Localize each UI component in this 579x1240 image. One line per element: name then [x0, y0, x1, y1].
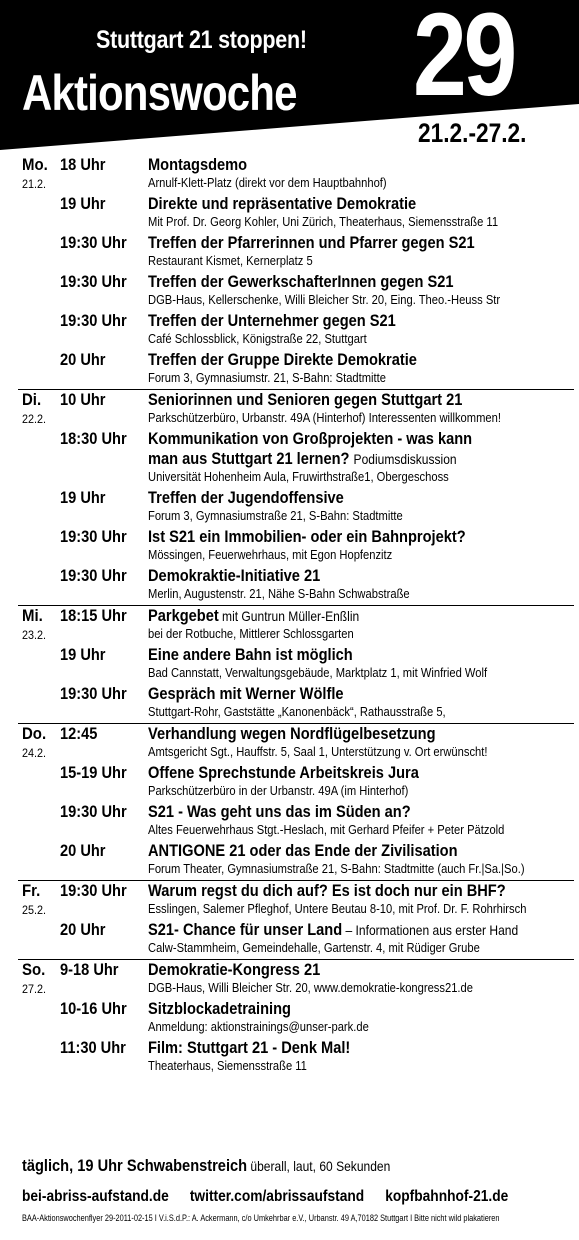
event-details: Forum Theater, Gymnasiumstraße 21, S-Bahn: Stadtmitte (auch Fr.|Sa.|So.): [148, 861, 525, 876]
event-title: [148, 390, 569, 410]
event-item: [22, 802, 570, 841]
event-title: [148, 488, 569, 508]
event-time: 20 Uhr: [60, 841, 106, 860]
day-label: Mo.: [22, 155, 48, 174]
day-block: [22, 155, 570, 389]
day-block: [22, 606, 570, 723]
day-label: Mi.: [22, 606, 43, 625]
event-item: [22, 390, 570, 429]
event-time: 12:45: [60, 724, 98, 743]
event-title-text: Sitzblockadetraining: [148, 999, 291, 1018]
event-title: [148, 527, 569, 547]
event-title-text: S21- Chance für unser Land: [148, 920, 343, 939]
footer-link[interactable]: twitter.com/abrissaufstand: [189, 1188, 365, 1205]
event-time: 20 Uhr: [60, 920, 106, 939]
event-title: [148, 684, 569, 704]
event-item: [22, 311, 570, 350]
event-title-text: Warum regst du dich auf? Es ist doch nur ein BHF?: [148, 881, 506, 900]
event-title: [148, 999, 569, 1019]
event-details: Parkschützerbüro, Urbanstr. 49A (Hinterhof) Interessenten willkommen!: [148, 410, 501, 425]
event-title-text: Eine andere Bahn ist möglich: [148, 645, 353, 664]
event-title-text: Treffen der GewerkschafterInnen gegen S21: [148, 272, 454, 291]
event-time: 19:30 Uhr: [60, 566, 127, 585]
day-block: [22, 960, 570, 1077]
event-details: bei der Rotbuche, Mittlerer Schlossgarten: [148, 626, 354, 641]
event-title: [148, 645, 569, 665]
event-title-text: man aus Stuttgart 21 lernen?: [148, 449, 350, 468]
event-item: [22, 527, 570, 566]
day-date: 27.2.: [22, 982, 47, 996]
day-date: 23.2.: [22, 628, 47, 642]
event-time: 10-16 Uhr: [60, 999, 127, 1018]
event-item: [22, 763, 570, 802]
event-item: [22, 841, 570, 880]
event-title-text: Film: Stuttgart 21 - Denk Mal!: [148, 1038, 351, 1057]
event-details: Stuttgart-Rohr, Gaststätte „Kanonenbäck“, Rathausstraße 5,: [148, 704, 446, 719]
day-label: Di.: [22, 390, 42, 409]
day-date: 21.2.: [22, 177, 47, 191]
event-title-extra: – Informationen aus erster Hand: [342, 922, 519, 938]
event-item: [22, 960, 570, 999]
day-date: 24.2.: [22, 746, 47, 760]
event-details: DGB-Haus, Kellerschenke, Willi Bleicher Str. 20, Eing. Theo.-Heuss Str: [148, 292, 501, 307]
event-time: 19:30 Uhr: [60, 684, 127, 703]
daily-label: täglich, 19 Uhr: [22, 1156, 123, 1175]
event-item: [22, 566, 570, 605]
event-title-extra: Podiumsdiskussion: [353, 451, 457, 467]
event-title: [148, 1038, 569, 1058]
event-item: [22, 684, 570, 723]
event-details: Calw-Stammheim, Gemeindehalle, Gartenstr. 4, mit Rüdiger Grube: [148, 940, 480, 955]
day-block: [22, 724, 570, 880]
event-details: Esslingen, Salemer Pfleghof, Untere Beutau 8-10, mit Prof. Dr. F. Rohrhirsch: [148, 901, 527, 916]
daily-event: [22, 1156, 390, 1176]
event-time: 15-19 Uhr: [60, 763, 127, 782]
event-time: 19 Uhr: [60, 194, 106, 213]
event-item: [22, 429, 570, 488]
event-title-text: Seniorinnen und Senioren gegen Stuttgart 21: [148, 390, 463, 409]
header-date-range: 21.2.-27.2.: [418, 118, 527, 148]
event-title: [148, 272, 569, 292]
event-time: 20 Uhr: [60, 350, 106, 369]
event-title-text: Gespräch mit Werner Wölfle: [148, 684, 344, 703]
event-title: [148, 881, 569, 901]
event-time: 18:30 Uhr: [60, 429, 127, 448]
event-details: Anmeldung: aktionstrainings@unser-park.de: [148, 1019, 369, 1034]
event-title: [148, 920, 569, 940]
event-title-line2: [148, 449, 569, 469]
event-details: Merlin, Augustenstr. 21, Nähe S-Bahn Schwabstraße: [148, 586, 410, 601]
event-item: [22, 606, 570, 645]
event-details: Parkschützerbüro in der Urbanstr. 49A (im Hinterhof): [148, 783, 409, 798]
event-details: Theaterhaus, Siemensstraße 11: [148, 1058, 307, 1073]
event-item: [22, 1038, 570, 1077]
event-time: 11:30 Uhr: [60, 1038, 126, 1057]
event-title-text: Treffen der Unternehmer gegen S21: [148, 311, 396, 330]
event-title-text: Kommunikation von Großprojekten - was kann: [148, 429, 473, 448]
event-title: [148, 763, 569, 783]
event-details: Mössingen, Feuerwehrhaus, mit Egon Hopfenzitz: [148, 547, 393, 562]
event-title: [148, 802, 569, 822]
daily-title: Schwabenstreich: [126, 1156, 248, 1175]
day-date: 22.2.: [22, 412, 47, 426]
event-title-text: Direkte und repräsentative Demokratie: [148, 194, 417, 213]
header-band: [0, 0, 579, 160]
event-item: [22, 488, 570, 527]
event-item: [22, 155, 570, 194]
event-time: 19:30 Uhr: [60, 527, 127, 546]
day-label: Fr.: [22, 881, 41, 900]
event-title: [148, 566, 569, 586]
event-title: [148, 960, 569, 980]
event-time: 19:30 Uhr: [60, 802, 127, 821]
event-details: Forum 3, Gymnasiumstraße 21, S-Bahn: Stadtmitte: [148, 508, 403, 523]
event-item: [22, 233, 570, 272]
event-details: Mit Prof. Dr. Georg Kohler, Uni Zürich, Theaterhaus, Siemensstraße 11: [148, 214, 499, 229]
event-title-text: Verhandlung wegen Nordflügelbesetzung: [148, 724, 436, 743]
footer-link[interactable]: bei-abriss-aufstand.de: [22, 1188, 169, 1205]
header-headline: Aktionswoche: [22, 65, 297, 121]
event-title-text: S21 - Was geht uns das im Süden an?: [148, 802, 411, 821]
event-time: 19:30 Uhr: [60, 311, 127, 330]
event-title-text: Demokratie-Kongress 21: [148, 960, 321, 979]
event-title-text: ANTIGONE 21 oder das Ende der Zivilisation: [148, 841, 458, 860]
event-item: [22, 350, 570, 389]
event-title: [148, 841, 569, 861]
footer-link[interactable]: kopfbahnhof-21.de: [385, 1188, 509, 1205]
event-title-text: Treffen der Gruppe Direkte Demokratie: [148, 350, 417, 369]
event-time: 9-18 Uhr: [60, 960, 119, 979]
event-time: 19 Uhr: [60, 488, 106, 507]
event-time: 19:30 Uhr: [60, 233, 127, 252]
event-details: Arnulf-Klett-Platz (direkt vor dem Hauptbahnhof): [148, 175, 387, 190]
day-date: 25.2.: [22, 903, 47, 917]
event-title-text: Demokraktie-Initiative 21: [148, 566, 321, 585]
event-item: [22, 999, 570, 1038]
day-label: So.: [22, 960, 46, 979]
daily-rest: überall, laut, 60 Sekunden: [247, 1158, 391, 1174]
event-title: [148, 233, 569, 253]
header-big-number: 29: [413, 0, 515, 121]
event-title: [148, 724, 569, 744]
day-block: [22, 881, 570, 959]
schedule: [22, 155, 570, 1077]
event-title-text: Offene Sprechstunde Arbeitskreis Jura: [148, 763, 419, 782]
event-title-text: Ist S21 ein Immobilien- oder ein Bahnprojekt?: [148, 527, 466, 546]
event-time: 19:30 Uhr: [60, 272, 127, 291]
day-label: Do.: [22, 724, 47, 743]
event-title: [148, 194, 569, 214]
event-item: [22, 194, 570, 233]
event-details: Bad Cannstatt, Verwaltungsgebäude, Marktplatz 1, mit Winfried Wolf: [148, 665, 488, 680]
event-title-extra: mit Guntrun Müller-Enßlin: [218, 608, 360, 624]
event-details: DGB-Haus, Willi Bleicher Str. 20, www.demokratie-kongress21.de: [148, 980, 473, 995]
event-title: [148, 429, 569, 449]
event-title-text: Treffen der Pfarrerinnen und Pfarrer gegen S21: [148, 233, 475, 252]
event-details: Altes Feuerwehrhaus Stgt.-Heslach, mit Gerhard Pfeifer + Peter Pätzold: [148, 822, 505, 837]
imprint: BAA-Aktionswochenflyer 29-2011-02-15 I V.i.S.d.P.: A. Ackermann, c/o Umkehrbar e.V., Urbanstr. 49 A,70182 Stuttgart I Bitte nicht wild plakatieren: [22, 1213, 500, 1223]
event-title-text: Treffen der Jugendoffensive: [148, 488, 344, 507]
event-time: 10 Uhr: [60, 390, 106, 409]
event-details: Universität Hohenheim Aula, Fruwirthstraße1, Obergeschoss: [148, 469, 449, 484]
footer-links: [22, 1188, 509, 1206]
event-item: [22, 881, 570, 920]
event-item: [22, 920, 570, 959]
event-details: Forum 3, Gymnasiumstr. 21, S-Bahn: Stadtmitte: [148, 370, 386, 385]
event-item: [22, 724, 570, 763]
event-title: [148, 155, 569, 175]
event-title-text: Montagsdemo: [148, 155, 248, 174]
header-kicker: Stuttgart 21 stoppen!: [96, 26, 307, 54]
event-item: [22, 272, 570, 311]
event-time: 18 Uhr: [60, 155, 106, 174]
event-title: [148, 311, 569, 331]
event-time: 18:15 Uhr: [60, 606, 127, 625]
event-time: 19:30 Uhr: [60, 881, 127, 900]
event-title: [148, 606, 569, 626]
event-item: [22, 645, 570, 684]
event-title: [148, 350, 569, 370]
event-details: Amtsgericht Sgt., Hauffstr. 5, Saal 1, Unterstützung v. Ort erwünscht!: [148, 744, 488, 759]
event-details: Restaurant Kismet, Kernerplatz 5: [148, 253, 313, 268]
event-time: 19 Uhr: [60, 645, 106, 664]
day-block: [22, 390, 570, 605]
event-details: Café Schlossblick, Königstraße 22, Stuttgart: [148, 331, 367, 346]
event-title-text: Parkgebet: [148, 606, 219, 625]
